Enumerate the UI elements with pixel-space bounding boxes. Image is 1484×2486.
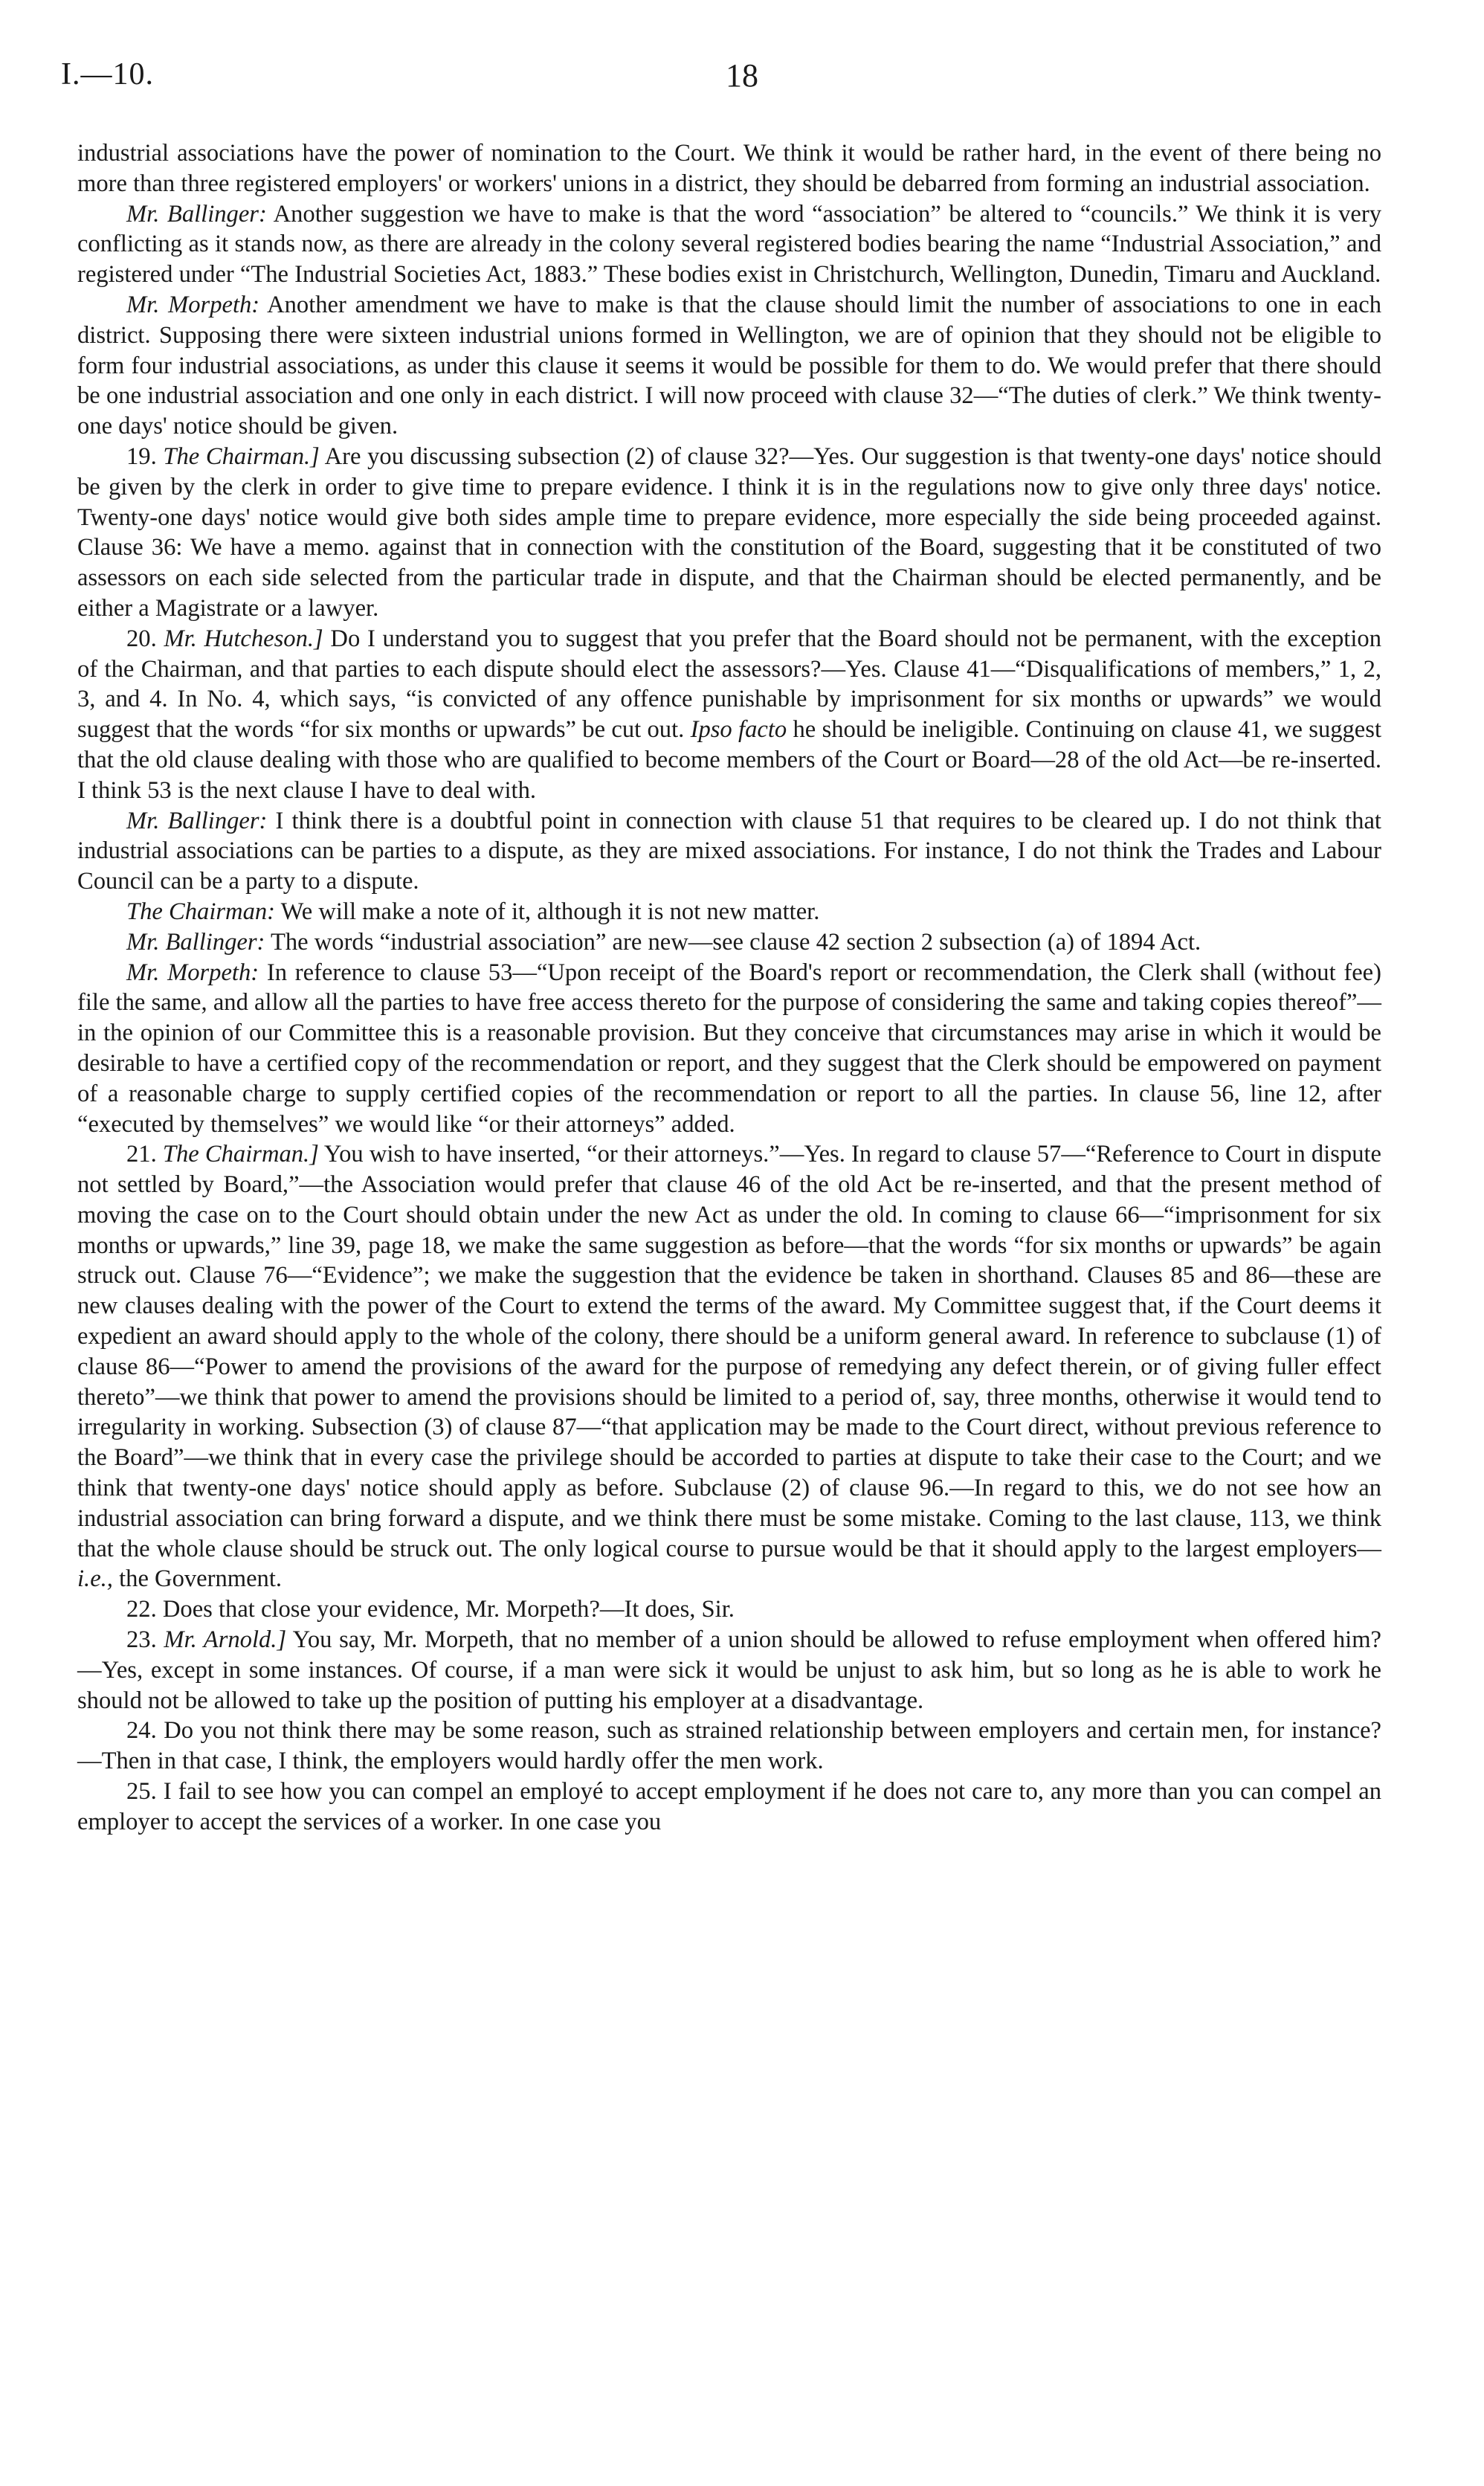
question-number: 21. (126, 1141, 163, 1168)
question-number: 25. (126, 1778, 164, 1806)
question-number: 23. (126, 1626, 164, 1654)
question-paragraph: 25. I fail to see how you can compel an employé to accept employment if he does not care to, any more than you can compel an employer to accept the services of a worker. In one case you (77, 1778, 1382, 1835)
question-paragraph: 20. Mr. Hutcheson.] Do I understand you to suggest that you prefer that the Board should not be permanent, with the exception of the Chairman, and that parties to each dispute should elect the assessors?—Yes. Clause 41—“Disqualifications of members,” 1, 2, 3, and 4. In No. 4, which says, “is convicted of any offence punishable by imprisonment for six months or upwards” we would suggest that the words “for six months or upwards” be cut out. Ipso facto he should be ineligible. Continuing on clause 41, we suggest that the old clause dealing with those who are qualified to become members of the Court or Board—28 of the old Act—be re-inserted. I think 53 is the next clause I have to deal with. (77, 625, 1381, 804)
document-reference: I.—10. (61, 57, 154, 91)
paragraph: Mr. Ballinger: The words “industrial association” are new—see clause 42 section 2 subsection (a) of 1894 Act. (126, 928, 1201, 956)
speaker: Mr. Arnold.] (164, 1626, 287, 1654)
question-paragraph: 24. Do you not think there may be some reason, such as strained relationship between employers and certain men, for instance?—Then in that case, I think, the employers would hardly offer the men work. (77, 1717, 1382, 1775)
paragraph: The Chairman: We will make a note of it, although it is not new matter. (126, 898, 820, 925)
speaker: Mr. Ballinger: (126, 928, 265, 956)
question-paragraph: 22. Does that close your evidence, Mr. Morpeth?—It does, Sir. (126, 1596, 735, 1623)
speaker: Mr. Ballinger: (126, 200, 267, 228)
paragraph: Mr. Morpeth: Another amendment we have to make is that the clause should limit the number of associations to one in each district. Supposing there were sixteen industrial unions formed in Wellington, we are of opinion that they should not be eligible to form four industrial associations, as under this clause it seems it would be possible for them to do. We would prefer that there should be one industrial association and one only in each district. I will now proceed with clause 32—“The duties of clerk.” We think twenty-one days' notice should be given. (77, 291, 1381, 440)
question-number: 24. (126, 1717, 164, 1745)
speaker: The Chairman: (126, 898, 276, 925)
question-number: 19. (126, 442, 164, 470)
paragraph: industrial associations have the power of nomination to the Court. We think it would be rather hard, in the event of there being no more than three registered employers' or workers' unions in a district, they should be debarred from forming an industrial association. (77, 140, 1381, 197)
document-body (77, 138, 1381, 1838)
speaker: Mr. Morpeth: (126, 291, 260, 318)
speaker: Mr. Morpeth: (126, 959, 259, 986)
question-paragraph: 23. Mr. Arnold.] You say, Mr. Morpeth, that no member of a union should be allowed to refuse employment when offered him?—Yes, except in some instances. Of course, if a man were sick it would be unjust to ask him, but so long as he is able to work he should not be allowed to take up the position of putting his employer at a disadvantage. (77, 1626, 1381, 1714)
paragraph: Mr. Morpeth: In reference to clause 53—“Upon receipt of the Board's report or recommendation, the Clerk shall (without fee) file the same, and allow all the parties to have free access thereto for the purpose of considering the same and taking copies thereof”—in the opinion of our Committee this is a reasonable provision. But they conceive that circumstances may arise in which it would be desirable to have a certified copy of the recommendation or report, and they suggest that the Clerk should be empowered on payment of a reasonable charge to supply certified copies of the recommendation or report to all the parties. In clause 56, line 12, after “executed by themselves” we would like “or their attorneys” added. (77, 959, 1381, 1138)
paragraph: Mr. Ballinger: Another suggestion we have to make is that the word “association” be altered to “councils.” We think it is very conflicting as it stands now, as there are already in the colony several registered bodies bearing the name “Industrial Association,” and registered under “The Industrial Societies Act, 1883.” These bodies exist in Christchurch, Wellington, Dunedin, Timaru and Auckland. (77, 200, 1381, 289)
page-header (61, 57, 1423, 101)
speaker: The Chairman.] (162, 1141, 319, 1168)
speaker: Mr. Ballinger: (126, 807, 268, 834)
question-number: 20. (126, 625, 164, 652)
question-paragraph: 19. The Chairman.] Are you discussing subsection (2) of clause 32?—Yes. Our suggestion is that twenty-one days' notice should be given by the clerk in order to give time to prepare evidence. I think it is in the regulations now to give only three days' notice. Twenty-one days' notice would give both sides ample time to prepare evidence, more especially the side being proceeded against. Clause 36: We have a memo. against that in connection with the constitution of the Board, suggesting that it be constituted of two assessors on each side selected from the particular trade in dispute, and that the Chairman should be elected permanently, and be either a Magistrate or a lawyer. (77, 442, 1381, 622)
speaker: The Chairman.] (163, 442, 320, 470)
question-paragraph: 21. The Chairman.] You wish to have inserted, “or their attorneys.”—Yes. In regard to clause 57—“Reference to Court in dispute not settled by Board,”—the Association would prefer that clause 46 of the old Act be re-inserted, and that the present method of moving the case on to the Court should obtain under the new Act as under the old. In coming to clause 66—“imprisonment for six months or upwards,” line 39, page 18, we make the same suggestion as before—that the words “for six months or upwards” be again struck out. Clause 76—“Evidence”; we make the suggestion that the evidence be taken in shorthand. Clauses 85 and 86—these are new clauses dealing with the power of the Court to extend the terms of the award. My Committee suggest that, if the Court deems it expedient an award should apply to the whole of the colony, there should be a uniform general award. In reference to subclause (1) of clause 86—“Power to amend the provisions of the award for the purpose of remedying any defect therein, or of giving fuller effect thereto”—we think that power to amend the provisions should be limited to a period of, say, three months, otherwise it would tend to irregularity in working. Subsection (3) of clause 87—“that application may be made to the Court direct, without previous reference to the Board”—we think that in every case the privilege should be accorded to parties at dispute to take their case to the Court; and we think that twenty-one days' notice should apply as before. Subclause (2) of clause 96.—In regard to this, we do not see how an industrial association can bring forward a dispute, and we think there must be some mistake. Coming to the last clause, 113, we think that the whole clause should be struck out. The only logical course to pursue would be that it should apply to the largest employers—i.e., the Government. (77, 1141, 1381, 1593)
paragraph: Mr. Ballinger: I think there is a doubtful point in connection with clause 51 that requires to be cleared up. I do not think that industrial associations can be parties to a dispute, as they are mixed associations. For instance, I do not think the Trades and Labour Council can be a party to a dispute. (77, 807, 1381, 895)
speaker: Mr. Hutcheson.] (164, 625, 323, 652)
question-number: 22. (126, 1596, 163, 1623)
page-number: 18 (726, 57, 758, 94)
